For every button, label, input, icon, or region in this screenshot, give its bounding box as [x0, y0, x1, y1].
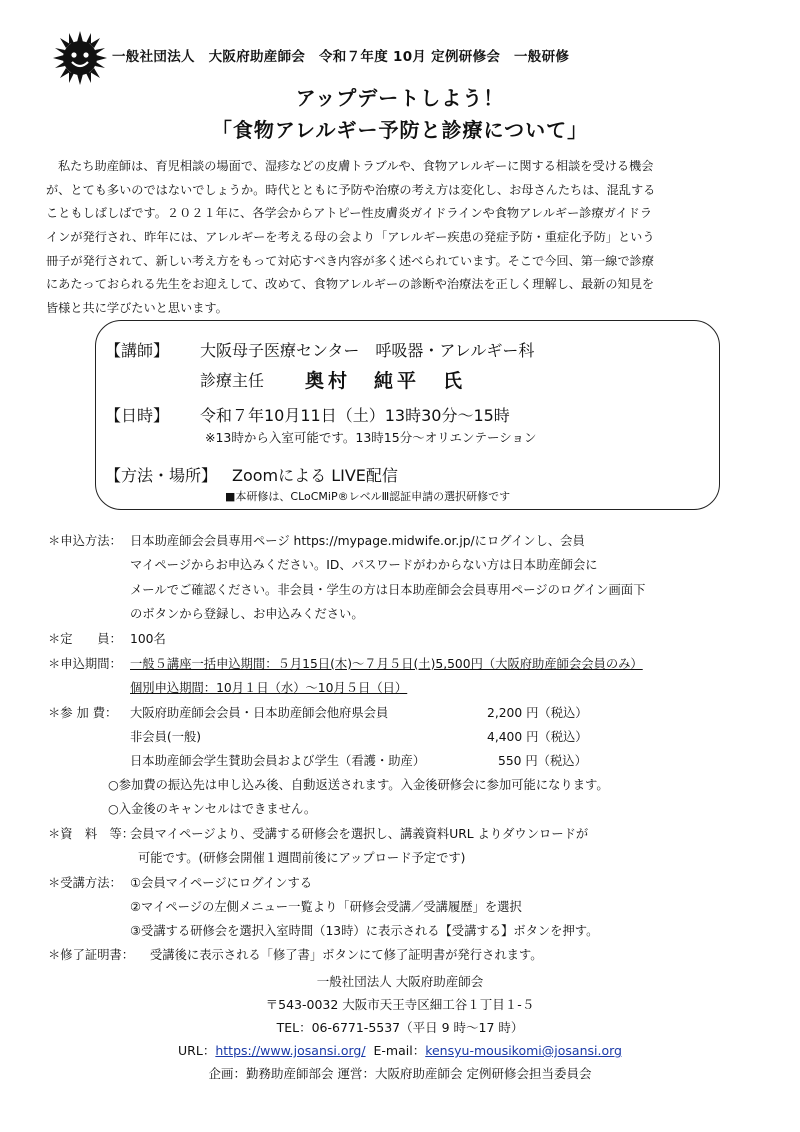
- title-line-2: 「食物アレルギー予防と診療について」: [211, 118, 589, 142]
- intro-line: こともしばしばです。２０２１年に、各学会からアトピー性皮膚炎ガイドラインや食物アレルギー診療ガイドラ: [46, 206, 653, 221]
- fee-category: 非会員(一般): [130, 730, 202, 744]
- certificate-label: ＊修了証明書：: [48, 948, 135, 962]
- intro-paragraph: [46, 155, 758, 321]
- footer-address: 〒543-0032 大阪市天王寺区細工谷１丁目１-５: [265, 997, 535, 1012]
- lecturer-position: 診療主任: [200, 371, 265, 390]
- apply-line: メールでご確認ください。非会員・学生の方は日本助産師会会員専用ページのログイン画面下: [130, 583, 646, 597]
- intro-line: にあたっておられる先生をお迎えして、改めて、食物アレルギーの診断や治療法を正しく理解し、最新の知見を: [46, 277, 655, 292]
- attend-step: ②マイページの左側メニュー一覧より「研修会受講／受講履歴」を選択: [130, 900, 522, 914]
- url-label: URL：: [178, 1043, 216, 1058]
- apply-line: 日本助産師会会員専用ページ https://mypage.midwife.or.jp/にログインし、会員: [130, 534, 585, 548]
- footer-planning: 企画：勤務助産師部会 運営：大阪府助産師会 定例研修会担当委員会: [208, 1066, 592, 1081]
- attend-step: ③受講する研修会を選択入室時間（13時）に表示される【受講する】ボタンを押す。: [130, 924, 599, 938]
- certificate-value: 受講後に表示される「修了書」ボタンにて修了証明書が発行されます。: [150, 948, 543, 962]
- email-label: E-mail：: [373, 1043, 426, 1058]
- intro-line: が、とても多いのではないでしょうか。時代とともに予防や治療の考え方は変化し、お母さんたちは、混乱する: [46, 182, 656, 197]
- intro-line: 皆様と共に学びたいと思います。: [46, 301, 228, 316]
- period-line-2: 個別申込期間：10月１日（水）～10月５日（日）: [130, 681, 408, 695]
- materials-line: 可能です。(研修会開催１週間前後にアップロード予定です): [138, 851, 466, 865]
- apply-line: のボタンから登録し、お申込みください。: [130, 607, 364, 621]
- apply-label: ＊申込方法：: [48, 534, 122, 548]
- materials-line: 会員マイページより、受講する研修会を選択し、講義資料URL よりダウンロードが: [130, 827, 589, 841]
- fee-note: ○参加費の振込先は申し込み後、自動返送されます。入金後研修会に参加可能になります。: [108, 778, 609, 792]
- period-label: ＊申込期間：: [48, 657, 122, 671]
- sun-face-logo-icon: [52, 30, 108, 86]
- fee-label: ＊参 加 費：: [48, 706, 118, 720]
- method-value: Zoomによる LIVE配信: [232, 466, 398, 485]
- intro-line: 私たち助産師は、育児相談の場面で、湿疹などの皮膚トラブルや、食物アレルギーに関する相談を受ける機会: [58, 159, 654, 173]
- datetime-label: 【日時】: [105, 406, 170, 425]
- website-link[interactable]: https://www.josansi.org/: [215, 1043, 366, 1058]
- lecturer-name: 奥村 純平 氏: [305, 370, 467, 392]
- method-label: 【方法・場所】: [105, 466, 218, 485]
- fee-price: 4,400 円（税込）: [487, 730, 588, 744]
- datetime-note: ※13時から入室可能です。13時15分～オリエンテーション: [205, 430, 537, 445]
- attend-step: ①会員マイページにログインする: [130, 876, 313, 890]
- footer-contact: [0, 1041, 800, 1059]
- footer-tel: TEL：06-6771-5537（平日 9 時～17 時）: [276, 1020, 524, 1035]
- footer-org: 一般社団法人 大阪府助産師会: [316, 974, 484, 989]
- materials-label: ＊資 料 等：: [48, 827, 135, 841]
- lecturer-label: 【講師】: [105, 341, 170, 360]
- fee-category: 大阪府助産師会会員・日本助産師会他府県会員: [130, 706, 389, 720]
- intro-line: 冊子が発行されて、新しい考え方をもって対応すべき内容が多く述べられています。そこで今回、第一線で診療: [46, 253, 654, 268]
- fee-category: 日本助産師会学生賛助会員および学生（看護・助産）: [130, 754, 426, 768]
- capacity-value: 100名: [130, 632, 166, 646]
- lecturer-affiliation: 大阪母子医療センター 呼吸器・アレルギー科: [200, 341, 535, 360]
- fee-note: ○入金後のキャンセルはできません。: [108, 802, 317, 816]
- email-link[interactable]: kensyu-mousikomi@josansi.org: [425, 1043, 622, 1058]
- fee-price: 550 円（税込）: [498, 754, 587, 768]
- attend-label: ＊受講方法：: [48, 876, 122, 890]
- intro-line: インが発行され、昨年には、アレルギーを考える母の会より「アレルギー疾患の発症予防・重症化予防」という: [46, 230, 655, 245]
- capacity-label: ＊定 員：: [48, 632, 122, 646]
- period-line-1: 一般５講座一括申込期間：５月15日(木)～７月５日(土)5,500円（大阪府助産師会会員のみ）: [130, 657, 643, 671]
- fee-price: 2,200 円（税込）: [487, 706, 588, 720]
- datetime-value: 令和７年10月11日（土）13時30分～15時: [200, 406, 510, 425]
- method-note: ■本研修は、CLoCMiP®レベルⅢ認証申請の選択研修です: [225, 490, 511, 503]
- title-line-1: アップデートしよう！: [295, 86, 505, 110]
- apply-line: マイページからお申込みください。ID、パスワードがわからない方は日本助産師会に: [130, 558, 598, 572]
- organizer-header: 一般社団法人 大阪府助産師会 令和７年度 10月 定例研修会 一般研修: [112, 49, 570, 65]
